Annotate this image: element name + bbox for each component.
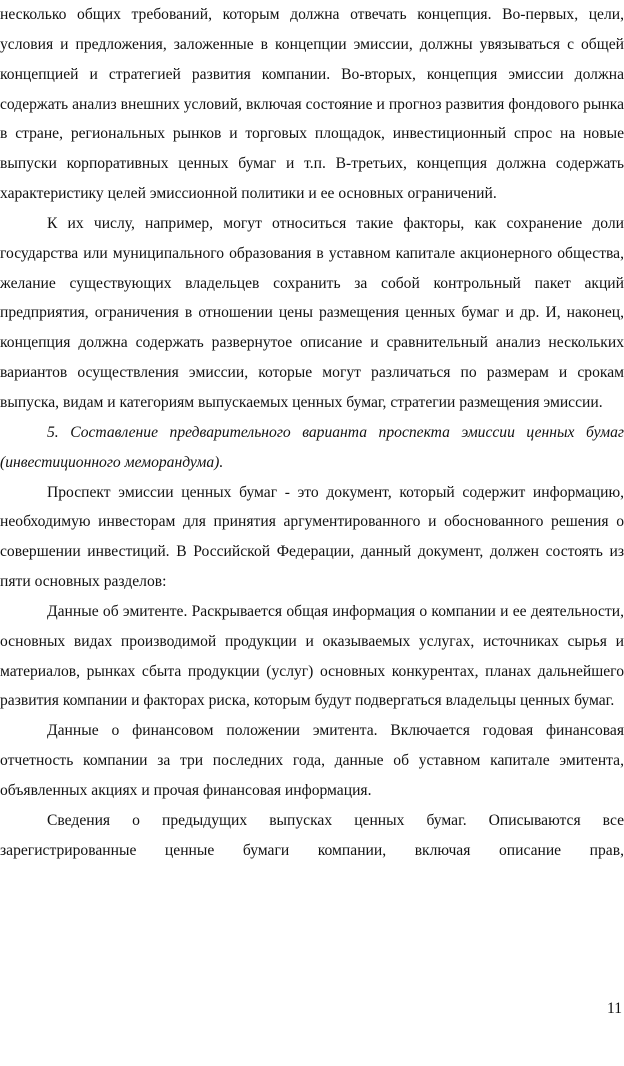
- paragraph-issuer-data: Данные об эмитенте. Раскрывается общая информация о компании и ее деятельности, основных видах производимой продукции и оказываемых услугах, источниках сырья и материалов, рынках сбыта продукции (услуг) основных конкурентах, планах дальнейшего развития компании и факторах риска, которым будут подвергаться владельцы ценных бумаг.: [0, 602, 624, 710]
- page-number: 11: [606, 1000, 622, 1017]
- paragraph-step-5-heading: 5. Составление предварительного варианта проспекта эмиссии ценных бумаг (инвестиционного меморандума).: [0, 423, 624, 471]
- paragraph-prospectus-definition: Проспект эмиссии ценных бумаг - это документ, который содержит информацию, необходимую инвесторам для принятия аргументированного и обоснованного решения о совершении инвестиций. В Российской Федерации, данный документ, должен состоять из пяти основных разделов:: [0, 483, 624, 591]
- paragraph-requirements: несколько общих требований, которым должна отвечать концепция. Во-первых, цели, условия и предложения, заложенные в концепции эмиссии, должны увязываться с общей концепцией и стратегией развития компании. Во-вторых, концепция эмиссии должна содержать анализ внешних условий, включая состояние и прогноз развития фондового рынка в стране, региональных рынков и торговых площадок, инвестиционный спрос на новые выпуски корпоративных ценных бумаг и т.п. В-третьих, концепция должна содержать характеристику целей эмиссионной политики и ее основных ограничений.: [0, 6, 624, 203]
- paragraph-financial-data: Данные о финансовом положении эмитента. Включается годовая финансовая отчетность компании за три последних года, данные об уставном капитале эмитента, объявленных акциях и прочая финансовая информация.: [0, 722, 624, 799]
- paragraph-factors: К их числу, например, могут относиться такие факторы, как сохранение доли государства или муниципального образования в уставном капитале акционерного общества, желание существующих владельцев сохранить за собой контрольный пакет акций предприятия, ограничения в отношении цены размещения ценных бумаг и др. И, наконец, концепция должна содержать развернутое описание и сравнительный анализ нескольких вариантов осуществления эмиссии, которые могут различаться по размерам и срокам выпуска, видам и категориям выпускаемых ценных бумаг, стратегии размещения эмиссии.: [0, 214, 624, 411]
- paragraph-previous-issues: Сведения о предыдущих выпусках ценных бумаг. Описываются все зарегистрированные ценные бумаги компании, включая описание прав,: [0, 811, 624, 859]
